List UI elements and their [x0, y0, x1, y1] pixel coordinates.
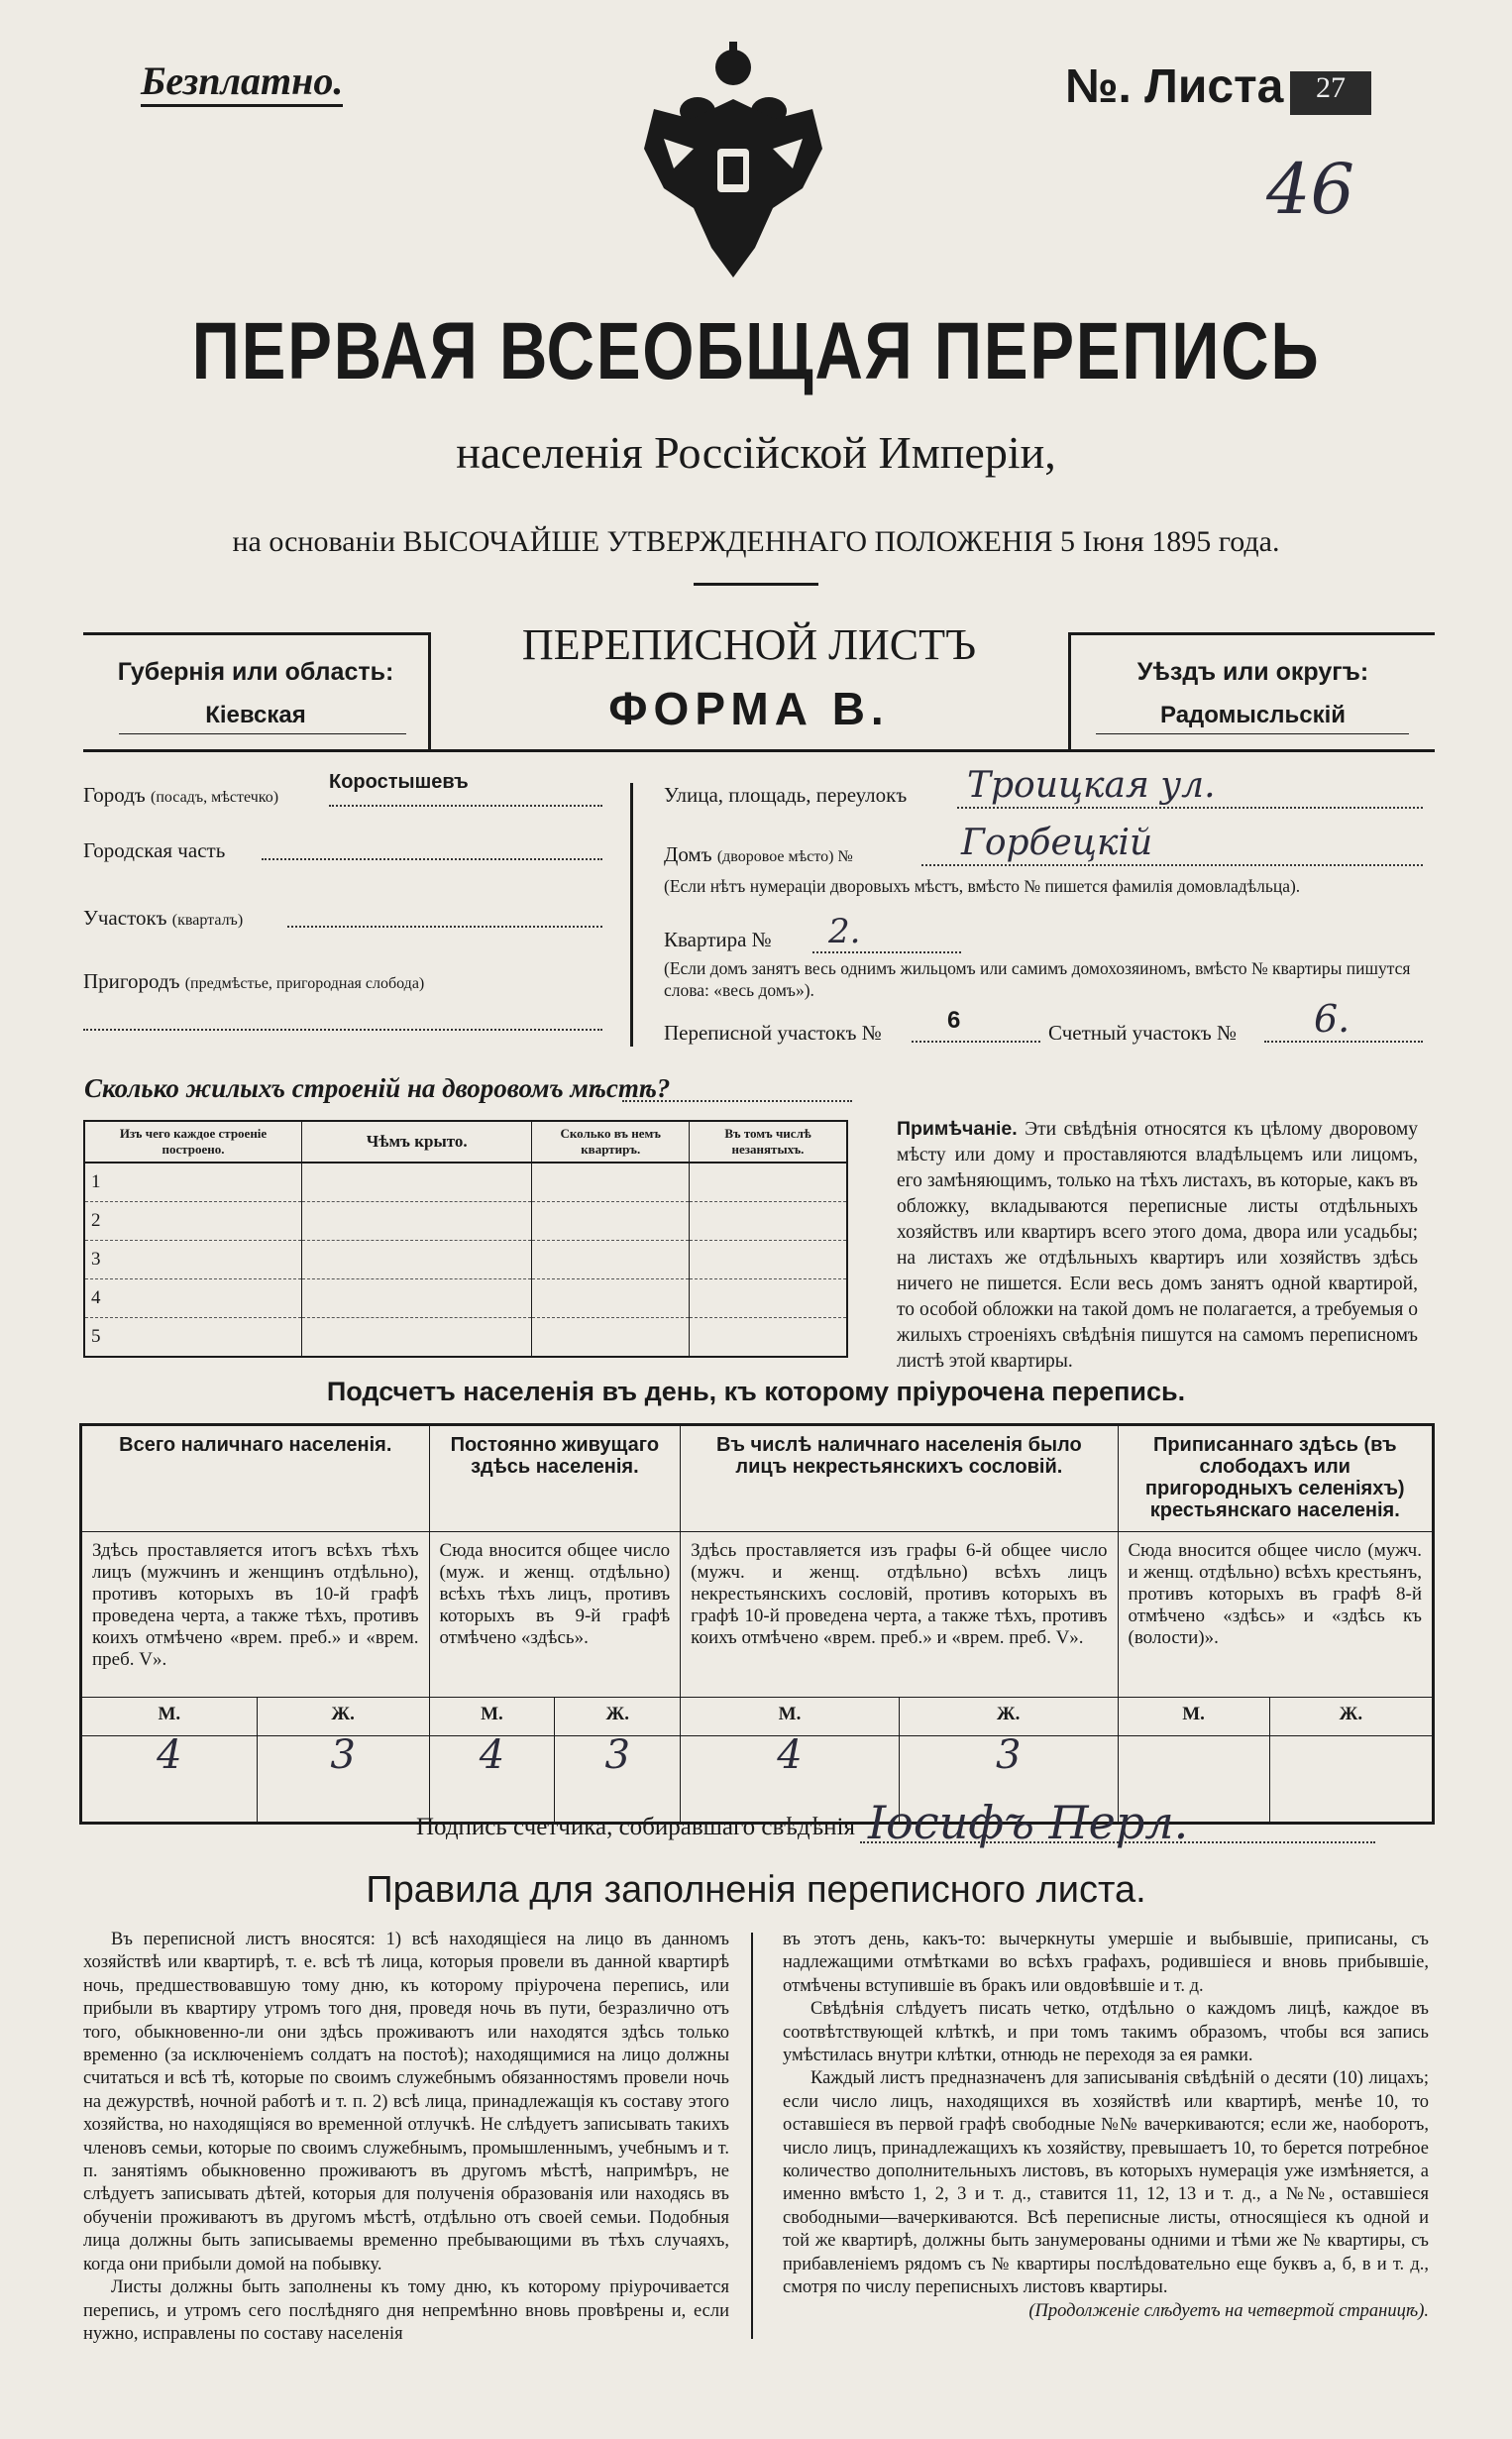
apartment-note: (Если домъ занятъ весь однимъ жильцомъ или самимъ домохозяиномъ, вмѣсто № квартиры пишутся слова: «весь домъ»). — [664, 958, 1411, 1000]
uezd-underline — [1096, 733, 1409, 734]
male-label: М. — [681, 1698, 900, 1736]
city-field — [83, 783, 278, 808]
note-text: Эти свѣдѣнія относятся къ цѣлому дворовому мѣсту или дому и проставляются владѣльцемъ или лицомъ, его замѣняющимъ, только на тѣхъ листахъ, въ которые, какъ въ обложку, вкладываются переписные листы отдѣльныхъ хозяйствъ или квартиръ всего этого дома, двора или усадьбы; на листахъ же отдѣльныхъ квартиръ или хозяйствъ здѣсь ничего не пишется. Если весь домъ занятъ одной квартирой, то особой обложки на такой домъ не полагается, а требуемыя о жилыхъ строеніяхъ свѣдѣнія пишутся на самомъ переписномъ листѣ этой квартиры. — [897, 1119, 1419, 1372]
male-label: М. — [1118, 1698, 1269, 1736]
female-label: Ж. — [1269, 1698, 1433, 1736]
structures-answer-line — [622, 1100, 852, 1102]
table-row — [84, 1279, 847, 1318]
form-type: ФОРМА В. — [608, 683, 890, 734]
rules-column-divider — [751, 1933, 753, 2339]
address-divider — [630, 783, 633, 1047]
house-field — [664, 842, 853, 867]
district-label: Участокъ — [83, 906, 167, 930]
house-line — [921, 864, 1423, 866]
row-number: 2 — [84, 1202, 302, 1241]
count-area-label: Счетный участокъ № — [1048, 1021, 1238, 1045]
count-area-line — [1264, 1041, 1423, 1043]
table-row — [84, 1163, 847, 1202]
suburb-line — [83, 1029, 602, 1031]
table-row — [84, 1241, 847, 1279]
row-number: 5 — [84, 1318, 302, 1358]
note-label: Примѣчаніе. — [897, 1118, 1018, 1140]
count-total-female: 3 — [257, 1736, 429, 1824]
count-total-male: 4 — [81, 1736, 258, 1824]
row-number: 1 — [84, 1163, 302, 1202]
female-label: Ж. — [899, 1698, 1118, 1736]
count-permanent-male: 4 — [429, 1736, 555, 1824]
male-label: М. — [81, 1698, 258, 1736]
main-title: ПЕРВАЯ ВСЕОБЩАЯ ПЕРЕПИСЬ — [191, 306, 1321, 396]
house-note: (Если нѣтъ нумераціи дворовыхъ мѣстъ, вмѣсто № пишется фамилія домовладѣльца). — [664, 876, 1301, 896]
structures-question: Сколько жилыхъ строеній на дворовомъ мѣстѣ? — [84, 1073, 671, 1103]
counts-sex-row — [81, 1698, 1434, 1736]
box-bottom — [83, 749, 1435, 752]
signature-line — [860, 1841, 1375, 1843]
counts-title: Подсчетъ населенія въ день, къ которому пріурочена перепись. — [326, 1377, 1186, 1406]
city-label: Городъ — [83, 783, 146, 807]
count-permanent-female: 3 — [555, 1736, 681, 1824]
counts-col2-head: Постоянно живущаго здѣсь населенія. — [429, 1425, 681, 1532]
city-part-label: Городская часть — [83, 838, 226, 862]
rules-title: Правила для заполненія переписного листа. — [366, 1869, 1146, 1911]
district-hint: (кварталъ) — [171, 912, 244, 929]
counts-col4-head: Приписаннаго здѣсь (въ слободахъ или пригородныхъ селеніяхъ) крестьянскаго населенія. — [1118, 1425, 1434, 1532]
count-nonpeasant-male: 4 — [681, 1736, 900, 1824]
count-nonpeasant-female: 3 — [899, 1736, 1118, 1824]
house-value: Горбецкій — [961, 823, 1153, 863]
street-label: Улица, площадь, переулокъ — [664, 783, 908, 807]
counts-value-row — [81, 1736, 1434, 1824]
uezd-label: Уѣздъ или округъ: — [1136, 658, 1369, 686]
census-area-label: Переписной участокъ № — [664, 1021, 882, 1045]
female-label: Ж. — [555, 1698, 681, 1736]
counts-col4-desc: Сюда вносится общее число (мужч. и женщ. отдѣльно) всѣхъ крестьянъ, противъ которыхъ въ графѣ 8-й отмѣчено «здѣсь» и «здѣсь къ (волости)». — [1118, 1532, 1434, 1698]
legal-basis: на основаніи ВЫСОЧАЙШЕ УТВЕРЖДЕННАГО ПОЛОЖЕНІЯ 5 Іюня 1895 года. — [232, 525, 1280, 558]
house-label: Домъ — [664, 842, 712, 866]
box-divider-left — [428, 632, 431, 751]
rules-continued: (Продолженіе слѣдуетъ на четвертой страницѣ). — [1028, 2300, 1429, 2321]
counts-col3-head: Въ числѣ наличнаго населенія было лицъ некрестьянскихъ сословій. — [681, 1425, 1118, 1532]
city-hint: (посадъ, мѣстечко) — [150, 789, 279, 806]
table-row — [84, 1318, 847, 1358]
suburb-hint: (предмѣстье, пригородная слобода) — [184, 975, 425, 992]
row-number: 4 — [84, 1279, 302, 1318]
sub-title: населенія Россійской Имперіи, — [456, 427, 1056, 478]
apartment-line — [812, 951, 961, 953]
free-label: Безплатно. — [141, 57, 343, 107]
gubernia-label: Губернія или область: — [117, 658, 394, 686]
house-hint: (дворовое мѣсто) № — [716, 848, 853, 865]
rules-left-column — [83, 1929, 729, 2346]
apartment-label: Квартира № — [664, 928, 772, 951]
rules-paragraph: Свѣдѣнія слѣдуетъ писать четко, отдѣльно о каждомъ лицѣ, каждое въ соотвѣтствующей клѣткѣ, и при томъ такимъ образомъ, чтобы вся запись умѣстилась внутри клѣтки, отнюдь не переходя за ея рамки. — [783, 1999, 1429, 2066]
box-divider-right — [1068, 632, 1071, 751]
enumerator-signature-label: Подпись счетчика, собиравшаго свѣдѣнія — [416, 1814, 855, 1840]
street-value: Троицкая ул. — [967, 765, 1216, 806]
male-label: М. — [429, 1698, 555, 1736]
city-value: Коростышевъ — [329, 771, 469, 793]
rules-paragraph: въ этотъ день, какъ-то: вычеркнуты умершіе и выбывшіе, приписаны, съ надлежащими отмѣтками во всѣхъ графахъ, родившіеся и вновь прибывшіе, отмѣчены вступившіе въ бракъ или овдовѣвшіе и т. д. — [783, 1930, 1429, 1996]
suburb-label: Пригородъ — [83, 969, 180, 993]
box-top-left — [83, 632, 428, 635]
sheet-number-value: 27 — [1290, 71, 1371, 115]
title-divider — [694, 583, 818, 586]
structures-table — [83, 1120, 848, 1358]
apartment-value: 2. — [828, 912, 861, 951]
counts-desc-row — [81, 1532, 1434, 1698]
counts-col1-head: Всего наличнаго населенія. — [81, 1425, 430, 1532]
street-line — [957, 807, 1423, 809]
suburb-field — [83, 969, 424, 994]
counts-col2-desc: Сюда вносится общее число (муж. и женщ. отдѣльно) всѣхъ тѣхъ лицъ, противъ которыхъ въ 9-й графѣ отмѣчено «здѣсь». — [429, 1532, 681, 1698]
structures-note — [897, 1116, 1418, 1375]
enumerator-signature: Іосифъ Перл. — [868, 1796, 1189, 1849]
female-label: Ж. — [257, 1698, 429, 1736]
population-counts-table — [79, 1423, 1435, 1825]
counts-col1-desc: Здѣсь проставляется итогъ всѣхъ тѣхъ лицъ (мужчинъ и женщинъ отдѣльно), противъ которыхъ въ 10-й графѣ проведена черта, а также тѣхъ, противъ коихъ отмѣчено «врем. преб.» и «врем. преб. V». — [81, 1532, 430, 1698]
row-number: 3 — [84, 1241, 302, 1279]
structures-header-roof: Чѣмъ крыто. — [302, 1121, 532, 1163]
city-part-line — [262, 858, 602, 860]
rules-paragraph: Въ переписной листъ вносятся: 1) всѣ находящіеся на лицо въ данномъ хозяйствѣ или квартирѣ, т. е. всѣ тѣ лица, которыя провели въ данной квартирѣ ночь, предшествовавшую тому дню, къ которому пріурочена перепись, или прибыли въ квартиру утромъ того дня, проведя ночь въ пути, безразлично отъ того, обыкновенно-ли они здѣсь проживаютъ или находятся здѣсь только временно (за исключеніемъ солдатъ на постоѣ); находящимися на лицо должны считаться и всѣ тѣ, которые по своимъ служебнымъ обязанностямъ провели ночь на дежурствѣ, ночной работѣ и т. п. 2) всѣ лица, принадлежащія къ составу этого хозяйства, но находящіяся во временной отлучкѣ. Не слѣдуетъ записывать такихъ членовъ семьи, которые по своимъ служебнымъ, промышленнымъ, учебнымъ и т. п. занятіямъ обыкновенно проживаютъ въ другомъ мѣстѣ, напримѣръ, не слѣдуетъ записывать дѣтей, которыя для полученія образованія или находясь въ обученіи проживаютъ въ другомъ мѣстѣ, отдѣльно отъ своей семьи. Подобныя лица должны быть записываемы временно пребывающими въ тѣхъ случаяхъ, когда они прибыли домой на побывку. — [83, 1930, 729, 2274]
double-headed-eagle-emblem — [634, 40, 832, 287]
census-area-line — [912, 1041, 1040, 1043]
box-top-right — [1068, 632, 1435, 635]
structures-header-material: Изъ чего каждое строеніе построено. — [84, 1121, 302, 1163]
structures-header-apartments: Сколько въ немъ квартиръ. — [532, 1121, 690, 1163]
count-area-value: 6. — [1314, 997, 1350, 1041]
form-title: ПЕРЕПИСНОЙ ЛИСТЪ — [521, 620, 977, 669]
structures-header-vacant: Въ томъ числѣ незанятыхъ. — [690, 1121, 848, 1163]
rules-paragraph: Каждый листъ предназначенъ для записыванія свѣдѣній о десяти (10) лицахъ; если число лицъ, находящихся въ хозяйствѣ или квартирѣ, менѣе 10, то оставшіеся въ первой графѣ свободные №№ вачеркиваются; если же, наоборотъ, число лицъ, принадлежащихъ къ хозяйству, превышаетъ 10, то берется потребное количество дополнительныхъ листовъ, въ которыхъ нумерація уже измѣняется, а именно вмѣсто 1, 2, 3 и т. д., ставится 11, 12, 13 и т. д., а №№, оставшіеся свободными—вачеркиваются. Всѣ переписные листы, относящіеся къ одной и той же квартирѣ, должны быть занумерованы одними и тѣми же № квартиры, съ прибавленіемъ рядомъ съ № квартиры послѣдовательно еще буквъ а, б, в и т. д., смотря по числу переписныхъ листовъ квартиры. — [783, 2068, 1429, 2298]
table-row — [84, 1202, 847, 1241]
gubernia-value: Кіевская — [205, 702, 306, 728]
sheet-number-handwritten: 46 — [1266, 149, 1355, 230]
rules-right-column — [783, 1929, 1429, 2323]
district-field — [83, 906, 243, 931]
uezd-value: Радомысльскій — [1160, 702, 1346, 728]
gubernia-underline — [119, 733, 406, 734]
rules-paragraph: Листы должны быть заполнены къ тому дню, къ которому пріурочивается перепись, и утромъ сего послѣдняго дня непремѣнно вновь провѣрены и, если нужно, исправлены по составу населенія — [83, 2277, 729, 2344]
count-peasant-female — [1269, 1736, 1433, 1824]
counts-col3-desc: Здѣсь проставляется изъ графы 6-й общее число (мужч. и женщ. отдѣльно) всѣхъ лицъ некрестьянскихъ сословій, противъ которыхъ въ графѣ 10-й проведена черта, а также тѣхъ, противъ коихъ отмѣчено «врем. преб.» и «врем. преб. V». — [681, 1532, 1118, 1698]
structures-header-row — [84, 1121, 847, 1163]
counts-head-row — [81, 1425, 1434, 1532]
city-line — [329, 805, 602, 807]
district-line — [287, 926, 602, 928]
sheet-number-label: №. Листа — [1065, 60, 1284, 113]
census-area-value: 6 — [947, 1007, 961, 1034]
